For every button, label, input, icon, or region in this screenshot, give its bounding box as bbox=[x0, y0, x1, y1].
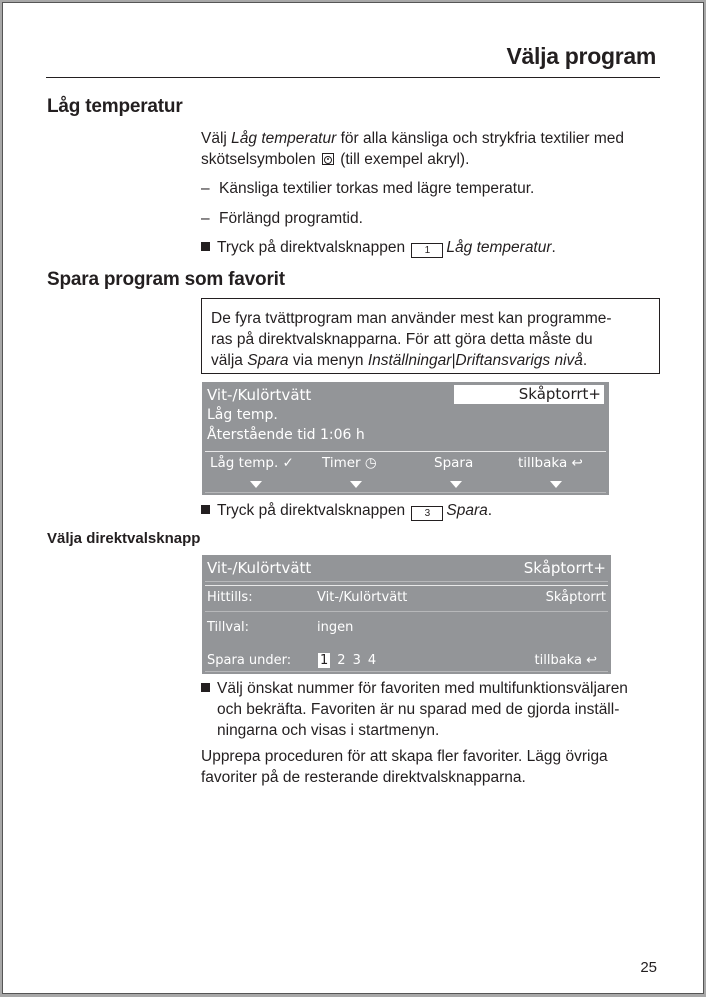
display-remaining-time: Återstående tid 1:06 h bbox=[207, 427, 365, 443]
favorite-number-3[interactable]: 3 bbox=[352, 653, 361, 668]
direct-select-key-icon: 1 bbox=[411, 243, 443, 258]
display-separator bbox=[205, 451, 606, 452]
softkey-save[interactable]: Spara bbox=[434, 455, 474, 471]
display-program-name: Vit-/Kulörtvätt bbox=[207, 559, 312, 577]
row-label-option: Tillval: bbox=[207, 620, 250, 635]
softkey-back[interactable]: tillbaka ↩ bbox=[534, 653, 597, 668]
display-separator bbox=[205, 581, 608, 582]
favorite-number-4[interactable]: 4 bbox=[367, 653, 377, 668]
control-display-program bbox=[202, 382, 609, 495]
low-temp-intro: Välj Låg temperatur för alla känsliga och strykfria textilier med skötselsymbolen (till exempel akryl). bbox=[201, 130, 624, 168]
display-drying-level: Skåptorrt+ bbox=[523, 559, 606, 577]
page-number: 25 bbox=[640, 959, 657, 976]
instruction-step: Välj önskat nummer för favoriten med multifunktionsväljaren och bekräfta. Favoriten är nu sparad med de gjorda inställ- ningarna och visas i startmenyn. bbox=[201, 678, 671, 741]
list-item: – Känsliga textilier torkas med lägre temperatur. bbox=[201, 180, 535, 197]
section-heading-favorite: Spara program som favorit bbox=[47, 269, 285, 290]
square-bullet-icon bbox=[201, 242, 210, 251]
softkey-back[interactable]: tillbaka ↩ bbox=[518, 455, 583, 471]
square-bullet-icon bbox=[201, 505, 210, 514]
favorite-number-2[interactable]: 2 bbox=[337, 653, 346, 668]
closing-paragraph: Upprepa proceduren för att skapa fler favoriter. Lägg övriga favoriter på de resterande direktvalsknapparna. bbox=[201, 748, 608, 786]
display-drying-level: Skåptorrt+ bbox=[454, 385, 604, 404]
section-heading-select-key: Välja direktvalsknapp bbox=[47, 530, 201, 547]
dash-marker: – bbox=[201, 210, 210, 227]
control-display-save bbox=[202, 555, 611, 674]
manual-page bbox=[2, 2, 704, 994]
tumble-dry-low-icon bbox=[322, 153, 334, 165]
list-item: – Förlängd programtid. bbox=[201, 210, 363, 227]
note-box: De fyra tvättprogram man använder mest kan programme- ras på direktvalsknapparna. För att göra detta måste du välja Spara via menyn Inställningar|Driftansvarigs nivå. bbox=[201, 298, 660, 374]
square-bullet-icon bbox=[201, 683, 210, 692]
instruction-step: Tryck på direktvalsknappen 3 Spara. bbox=[201, 500, 671, 521]
softkey-arrow-down-icon bbox=[450, 481, 462, 488]
section-heading-low-temp: Låg temperatur bbox=[47, 96, 183, 117]
display-separator bbox=[205, 585, 608, 586]
display-option: Låg temp. bbox=[207, 407, 278, 423]
display-program-name: Vit-/Kulörtvätt bbox=[207, 386, 312, 404]
display-bottom-line bbox=[205, 492, 606, 493]
softkey-low-temp[interactable]: Låg temp. ✓ bbox=[210, 455, 294, 471]
instruction-step: Tryck på direktvalsknappen 1 Låg temperatur. bbox=[201, 237, 671, 258]
row-label-so-far: Hittills: bbox=[207, 590, 253, 605]
softkey-arrow-down-icon bbox=[350, 481, 362, 488]
row-value-program: Vit-/Kulörtvätt bbox=[317, 590, 408, 605]
softkey-timer[interactable]: Timer ◷ bbox=[322, 455, 377, 471]
page-title: Välja program bbox=[506, 43, 656, 69]
display-separator bbox=[205, 611, 608, 612]
dash-marker: – bbox=[201, 180, 210, 197]
row-label-save-under: Spara under: bbox=[207, 653, 292, 668]
softkey-arrow-down-icon bbox=[250, 481, 262, 488]
row-value-level: Skåptorrt bbox=[545, 590, 606, 605]
display-bottom-line bbox=[205, 671, 608, 672]
row-value-option: ingen bbox=[317, 620, 354, 635]
softkey-arrow-down-icon bbox=[550, 481, 562, 488]
favorite-number-1[interactable]: 1 bbox=[320, 653, 329, 668]
header-rule bbox=[46, 77, 660, 78]
direct-select-key-icon: 3 bbox=[411, 506, 443, 521]
favorite-number-selector[interactable] bbox=[320, 653, 383, 668]
